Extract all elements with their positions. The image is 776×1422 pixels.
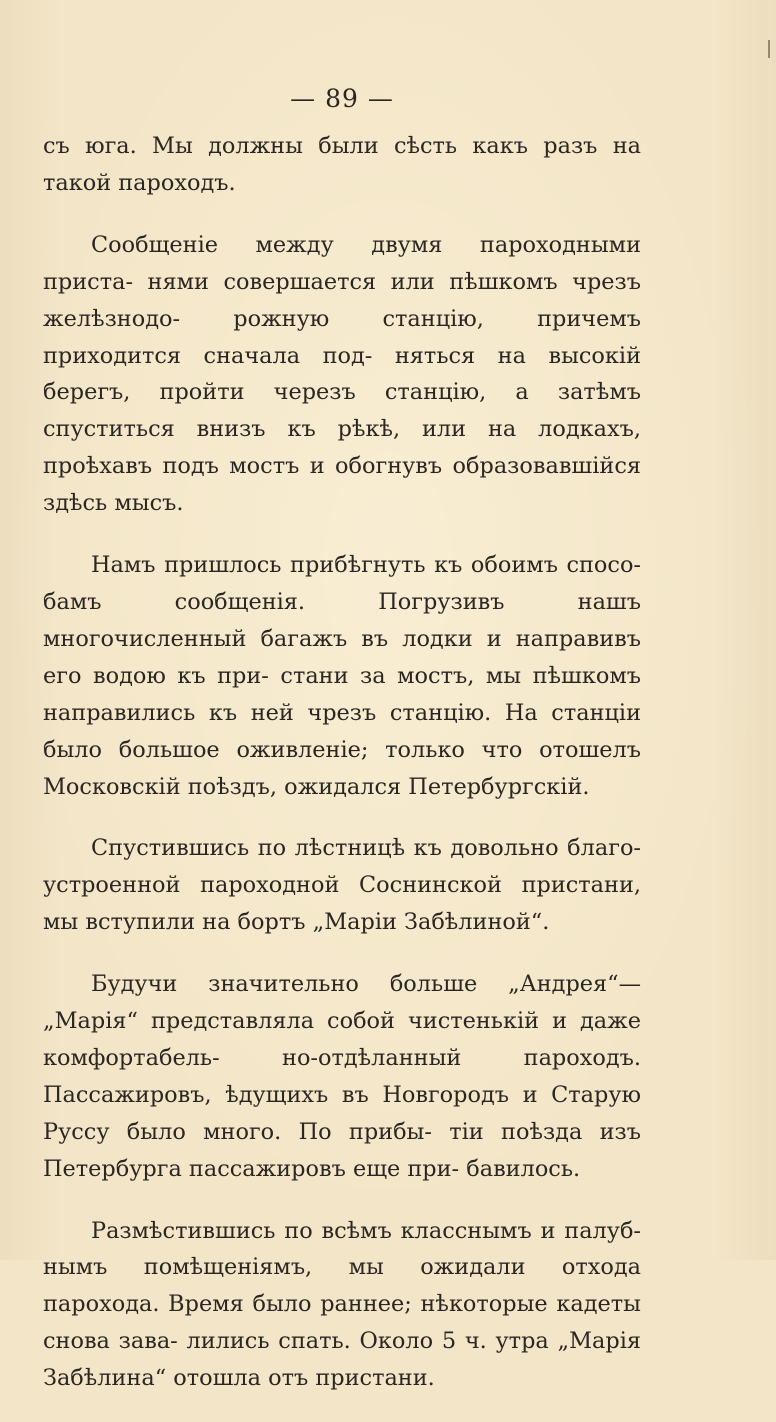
paragraph-3: Намъ пришлось прибѣгнуть къ обоимъ спосо- бамъ сообщенія. Погрузивъ нашъ многочисленный багажъ въ лодки и направивъ его водою къ при- стани за мостъ, мы пѣшкомъ направились къ ней чрезъ станцію. На станціи было большое оживленіе; только что отошелъ Московскій поѣздъ, ожидался Петербургскій. bbox=[43, 552, 641, 800]
body-text bbox=[43, 128, 641, 1422]
page-edge-mark bbox=[768, 40, 770, 58]
page-number: — 89 — bbox=[290, 84, 394, 113]
paragraph-2: Сообщеніе между двумя пароходными приста- нями совершается или пѣшкомъ чрезъ желѣзнодо- рожную станцію, причемъ приходится сначала под- няться на высокій берегъ, пройти черезъ станцію, а затѣмъ спуститься внизъ къ рѣкѣ, или на лодкахъ, проѣхавъ подъ мостъ и обогнувъ образовавшійся здѣсь мысъ. bbox=[43, 231, 641, 517]
paragraph-6: Размѣстившись по всѣмъ класснымъ и палуб- нымъ помѣщеніямъ, мы ожидали отхода парохода. Время было раннее; нѣкоторые кадеты снова зава- лились спать. Около 5 ч. утра „Марія Забѣлина“ отошла отъ пристани. bbox=[43, 1217, 641, 1392]
paragraph-5: Будучи значительно больше „Андрея“—„Марія“ представляла собой чистенькій и даже комфортабель- но-отдѣланный пароходъ. Пассажировъ, ѣдущихъ въ Новгородъ и Старую Руссу было много. По прибы- тіи поѣзда изъ Петербурга пассажировъ еще при- бавилось. bbox=[43, 971, 641, 1182]
paragraph-4: Спустившись по лѣстницѣ къ довольно благо- устроенной пароходной Соснинской пристани, мы вступили на бортъ „Маріи Забѣлиной“. bbox=[43, 835, 641, 936]
paragraph-1: съ юга. Мы должны были сѣсть какъ разъ на такой пароходъ. bbox=[43, 133, 641, 196]
